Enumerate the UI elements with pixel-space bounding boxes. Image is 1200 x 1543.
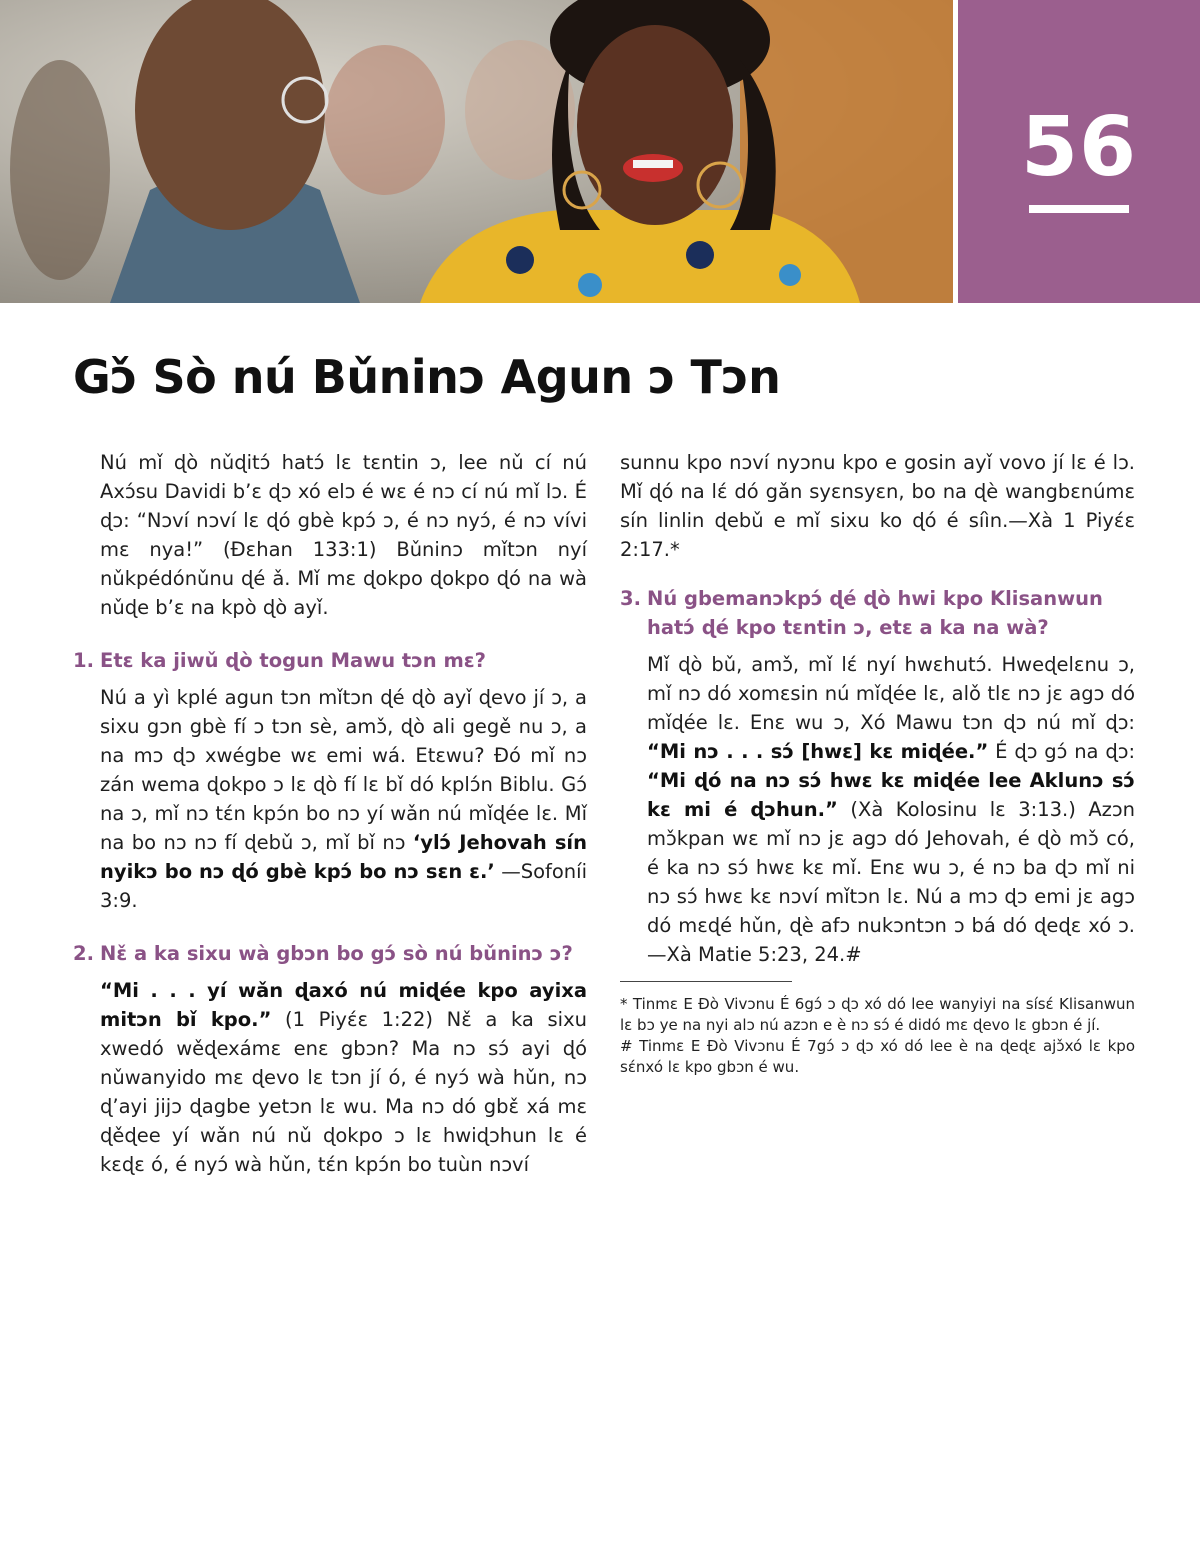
hero-illustration: [0, 0, 953, 303]
section-2-paragraph: [73, 976, 587, 1179]
section-2-bold-quote: “Mi . . . yí wǎn ɖaxó nú miɖée kpo ayixa mitɔn bǐ kpo.”: [100, 979, 587, 1031]
question-heading-1: [73, 646, 587, 675]
question-heading-2: [73, 939, 587, 968]
section-3-text-2: É ɖɔ gɔ́ na ɖɔ:: [995, 740, 1136, 763]
section-2-paragraph-continued: sunnu kpo nɔví nyɔnu kpo e gosin ayǐ vovo jí lɛ é lɔ. Mǐ ɖó na lɛ́ dó gǎn syɛnsyɛn, bo na ɖè wangbɛnúmɛ sín linlin ɖebǔ e mǐ sixu ko ɖó é síìn.—Xà 1 Piyɛ́ɛ 2:17.*: [620, 451, 1135, 561]
section-1-bold-quote: ‘ylɔ́ Jehovah sín nyikɔ bo nɔ ɖó gbè kpɔ́ bo nɔ sɛn ɛ.’: [100, 831, 587, 883]
section-1-reference: —Sofoníi 3:9.: [100, 860, 588, 912]
question-text-3-line-1: Nú gbemanɔkpɔ́ ɖé ɖò hwi kpo Klisanwun: [647, 587, 1103, 610]
page-title: Gɔ̌ Sò nú Bǔninɔ Agun ɔ Tɔn: [73, 350, 781, 404]
section-2-text: (1 Piyɛ́ɛ 1:22) Nɛ̌ a ka sixu xwedó wěɖexámɛ enɛ gbɔn? Ma nɔ sɔ́ ayi ɖó nǔwanyido mɛ ɖevo lɛ tɔn jí ó, é nyɔ́ wà hǔn, nɔ ɖ’ayi jijɔ ɖagbe yetɔn lɛ wu. Ma nɔ dó gbɛ̌ xá mɛ ɖěɖee yí wǎn nú nǔ ɖokpo ɔ lɛ hwiɖɔhun lɛ é kɛɖɛ ó, é nyɔ́ wà hǔn, tɛ́n kpɔ́n bo tuùn nɔví: [100, 1008, 587, 1176]
section-3-bold-quote-1: “Mi nɔ . . . sɔ́ [hwɛ] kɛ miɖée.”: [647, 740, 989, 763]
section-1-text: Nú a yì kplé agun tɔn mǐtɔn ɖé ɖò ayǐ ɖevo jí ɔ, a sixu gɔn gbè fí ɔ tɔn sè, amɔ̌, ɖò ali gegě nu ɔ, a na mɔ ɖɔ xwégbe wɛ emi wá. Etɛwu? Ðó mǐ nɔ zán wema ɖokpo ɔ lɛ ɖò fí lɛ bǐ dó kplɔ́n Biblu. Gɔ́ na ɔ, mǐ nɔ tɛ́n kpɔ́n bo nɔ yí wǎn nú mǐɖée lɛ. Mǐ na bo nɔ nɔ fí ɖebǔ ɔ, mǐ bǐ nɔ: [100, 686, 587, 854]
section-3-bold-quote-2: “Mi ɖó na nɔ sɔ́ hwɛ kɛ miɖée lee Aklunɔ sɔ́ kɛ mi é ɖɔhun.”: [647, 769, 1135, 821]
chapter-number-box: [958, 0, 1200, 303]
footnote-divider: [620, 981, 792, 982]
left-column: [73, 448, 587, 1179]
footnote-1: * Tinmɛ E Ðò Vivɔnu É 6gɔ́ ɔ ɖɔ xó dó lee wanyiyi na sísɛ́ Klisanwun lɛ bɔ ye na nyi alɔ nú azɔn e è nɔ sɔ́ é didó mɛ ɖevo lɛ gbɔn é jí.: [620, 995, 1135, 1034]
section-3-paragraph: [620, 650, 1135, 969]
question-number-1: 1.: [73, 649, 94, 672]
section-3-text-1: Mǐ ɖò bǔ, amɔ̌, mǐ lɛ́ nyí hwɛhutɔ́. Hweɖelɛnu ɔ, mǐ nɔ dó xomɛsin nú mǐɖée lɛ, alǒ tlɛ nɔ jɛ agɔ dó mǐɖée lɛ. Enɛ wu ɔ, Xó Mawu tɔn ɖɔ nú mǐ ɖɔ:: [647, 653, 1135, 734]
question-number-2: 2.: [73, 942, 94, 965]
question-heading-3: [620, 584, 1135, 613]
chapter-underline: [1029, 205, 1129, 213]
intro-paragraph: Nú mǐ ɖò nǔɖitɔ́ hatɔ́ lɛ tɛntin ɔ, lee nǔ cí nú Axɔ́su Davidi b’ɛ ɖɔ xó elɔ é wɛ é nɔ cí nú mǐ lɔ. É ɖɔ: “Nɔví nɔví lɛ ɖó gbè kpɔ́ ɔ, é nɔ nyɔ́, é nɔ vívi mɛ nya!” (Ðɛhan 133:1) Bǔninɔ mǐtɔn nyí nǔkpédónǔnu ɖé ǎ. Mǐ mɛ ɖokpo ɖokpo ɖó na wà nǔɖe b’ɛ na kpò ɖò ayǐ.: [100, 451, 587, 619]
footnote-2: # Tinmɛ E Ðò Vivɔnu É 7gɔ́ ɔ ɖɔ xó dó lee è na ɖeɖɛ ajɔ̌xó lɛ kpo sɛ́nxó lɛ kpo gbɔn é wu.: [620, 1037, 1135, 1076]
question-text-1: Etɛ ka jiwǔ ɖò togun Mawu tɔn mɛ?: [100, 649, 486, 672]
question-number-3: 3.: [620, 587, 641, 610]
right-column: [620, 448, 1135, 1078]
chapter-number: 56: [1020, 100, 1138, 195]
hero-photo: [0, 0, 953, 303]
section-3-text-3: (Xà Kolosinu lɛ 3:13.) Azɔn mɔ̌kpan wɛ mǐ nɔ jɛ agɔ dó Jehovah, é ɖò mɔ̌ có, é ka nɔ sɔ́ hwɛ kɛ mǐ. Enɛ wu ɔ, é nɔ ba ɖɔ mǐ ni nɔ sɔ́ hwɛ kɛ nɔví mǐtɔn lɛ. Nú a mɔ ɖɔ emi jɛ agɔ dó mɛɖé hǔn, ɖè afɔ nukɔntɔn ɔ bá dó ɖeɖɛ xó ɔ.—Xà Matie 5:23, 24.#: [647, 798, 1135, 966]
section-1-paragraph: [73, 683, 587, 915]
question-text-2: Nɛ̌ a ka sixu wà gbɔn bo gɔ́ sò nú bǔninɔ ɔ?: [100, 942, 573, 965]
question-heading-3-line-2: hatɔ́ ɖé kpo tɛntin ɔ, etɛ a ka na wà?: [647, 616, 1049, 639]
